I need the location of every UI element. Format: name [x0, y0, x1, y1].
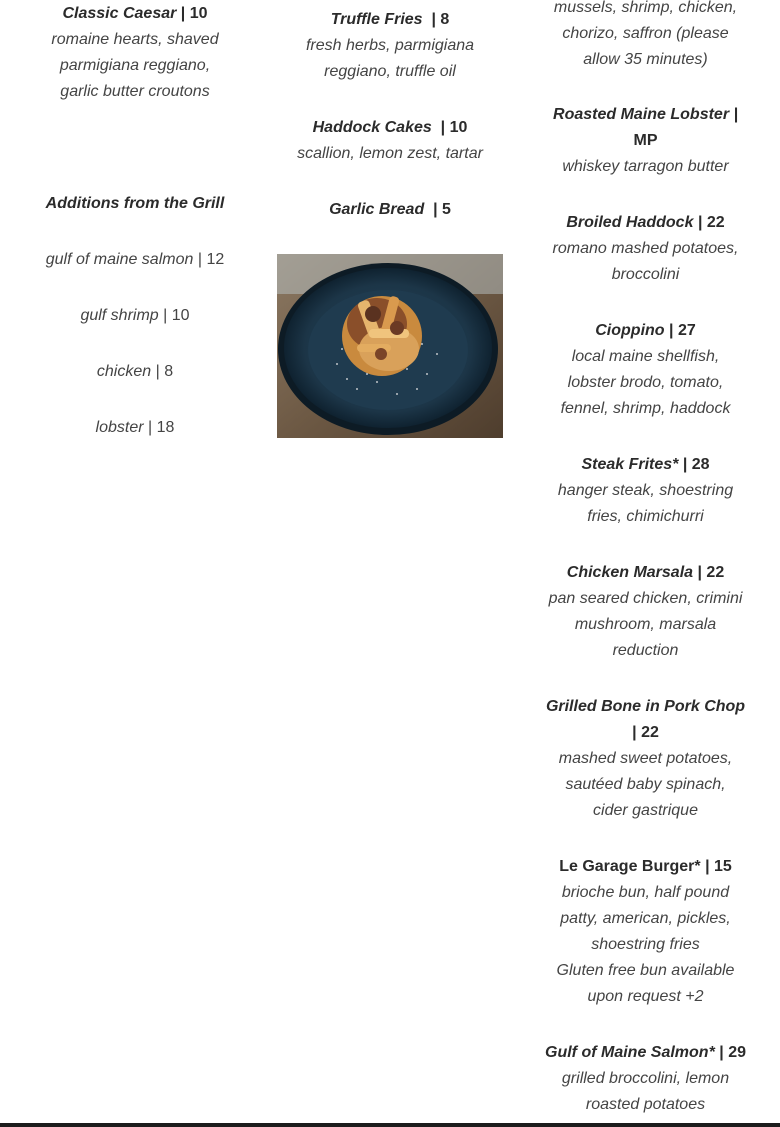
menu-item-title: Garlic Bread | 5: [329, 201, 451, 218]
menu-item-title: Roasted Maine Lobster |: [553, 106, 738, 123]
menu-item-desc: mussels, shrimp, chicken,: [553, 0, 738, 16]
menu-item-desc: local maine shellfish,: [571, 348, 720, 365]
menu-item-classic-caesar: [18, 1, 252, 105]
addition-item: [18, 303, 252, 329]
menu-item-desc: mushroom, marsala: [574, 616, 717, 633]
additions-heading: Additions from the Grill: [45, 195, 225, 212]
menu-item-broiled-haddock: [527, 210, 764, 288]
menu-item-desc: parmigiana reggiano,: [59, 57, 211, 74]
menu-item-title: Classic Caesar | 10: [62, 5, 208, 22]
menu-item-desc: reggiano, truffle oil: [324, 63, 456, 80]
menu-item-desc: Gluten free bun available: [556, 962, 735, 979]
menu-item-desc: fennel, shrimp, haddock: [560, 400, 731, 417]
menu-item-price: MP: [633, 132, 658, 149]
menu-item-desc: lobster brodo, tomato,: [567, 374, 724, 391]
menu-item-title: Cioppino | 27: [595, 322, 696, 339]
addition-name: gulf of maine salmon: [45, 251, 194, 268]
menu-item-desc: pan seared chicken, crimini: [548, 590, 743, 607]
menu-item-title: Steak Frites* | 28: [581, 456, 710, 473]
menu-item-desc: cider gastrique: [593, 802, 698, 819]
addition-item: [18, 415, 252, 441]
addition-name: chicken: [96, 363, 152, 380]
menu-item-price: | 22: [632, 724, 659, 741]
addition-name: gulf shrimp: [80, 307, 159, 324]
menu-item-garlic-bread: [272, 197, 508, 223]
addition-price: | 12: [197, 251, 225, 268]
menu-item-steak-frites: [527, 452, 764, 530]
addition-price: | 18: [148, 419, 175, 436]
menu-item-title: Grilled Bone in Pork Chop: [545, 698, 746, 715]
menu-item-truffle-fries: [272, 7, 508, 85]
pasta-dish-illustration: [277, 254, 503, 438]
addition-name: lobster: [95, 419, 144, 436]
menu-item-title: Gulf of Maine Salmon* | 29: [545, 1044, 746, 1061]
menu-item-grilled-pork-chop: [527, 694, 764, 824]
menu-item-cioppino: [527, 318, 764, 422]
pasta-dish-photo: [277, 254, 503, 438]
addition-price: | 8: [155, 363, 174, 380]
menu-item-desc-fragment: [527, 0, 764, 73]
menu-item-title: Truffle Fries | 8: [330, 11, 450, 28]
menu-item-desc: hanger steak, shoestring: [557, 482, 734, 499]
menu-item-desc: reduction: [612, 642, 679, 659]
menu-item-desc: shoestring fries: [591, 936, 700, 953]
menu-item-desc: brioche bun, half pound: [561, 884, 730, 901]
menu-item-desc: mashed sweet potatoes,: [558, 750, 733, 767]
menu-item-desc: patty, american, pickles,: [560, 910, 731, 927]
menu-item-gulf-of-maine-salmon: [527, 1040, 764, 1118]
menu-item-desc: scallion, lemon zest, tartar: [297, 145, 483, 162]
menu-item-haddock-cakes: [272, 115, 508, 167]
menu-item-desc: fresh herbs, parmigiana: [305, 37, 475, 54]
menu-item-desc: chorizo, saffron (please: [562, 25, 729, 42]
menu-item-desc: garlic butter croutons: [60, 83, 210, 100]
menu-item-desc: sautéed baby spinach,: [565, 776, 726, 793]
menu-item-roasted-maine-lobster: [527, 102, 764, 180]
menu-item-title: Chicken Marsala | 22: [566, 564, 725, 581]
menu-item-desc: roasted potatoes: [585, 1096, 706, 1113]
menu-item-desc: upon request +2: [587, 988, 704, 1005]
addition-item: [18, 247, 252, 273]
menu-item-title: Le Garage Burger* | 15: [559, 858, 732, 875]
menu-item-desc: romano mashed potatoes,: [552, 240, 739, 257]
menu-item-title: Haddock Cakes | 10: [312, 119, 468, 136]
addition-item: [18, 359, 252, 385]
menu-item-desc: broccolini: [611, 266, 680, 283]
menu-item-title: Broiled Haddock | 22: [566, 214, 725, 231]
menu-item-desc: whiskey tarragon butter: [562, 158, 729, 175]
menu-item-le-garage-burger: [527, 854, 764, 1010]
addition-price: | 10: [163, 307, 190, 324]
menu-item-desc: grilled broccolini, lemon: [561, 1070, 730, 1087]
bottom-divider: [0, 1123, 780, 1127]
menu-item-desc: romaine hearts, shaved: [51, 31, 219, 48]
menu-item-desc: fries, chimichurri: [587, 508, 704, 525]
menu-item-desc: allow 35 minutes): [583, 51, 708, 68]
menu-item-chicken-marsala: [527, 560, 764, 664]
